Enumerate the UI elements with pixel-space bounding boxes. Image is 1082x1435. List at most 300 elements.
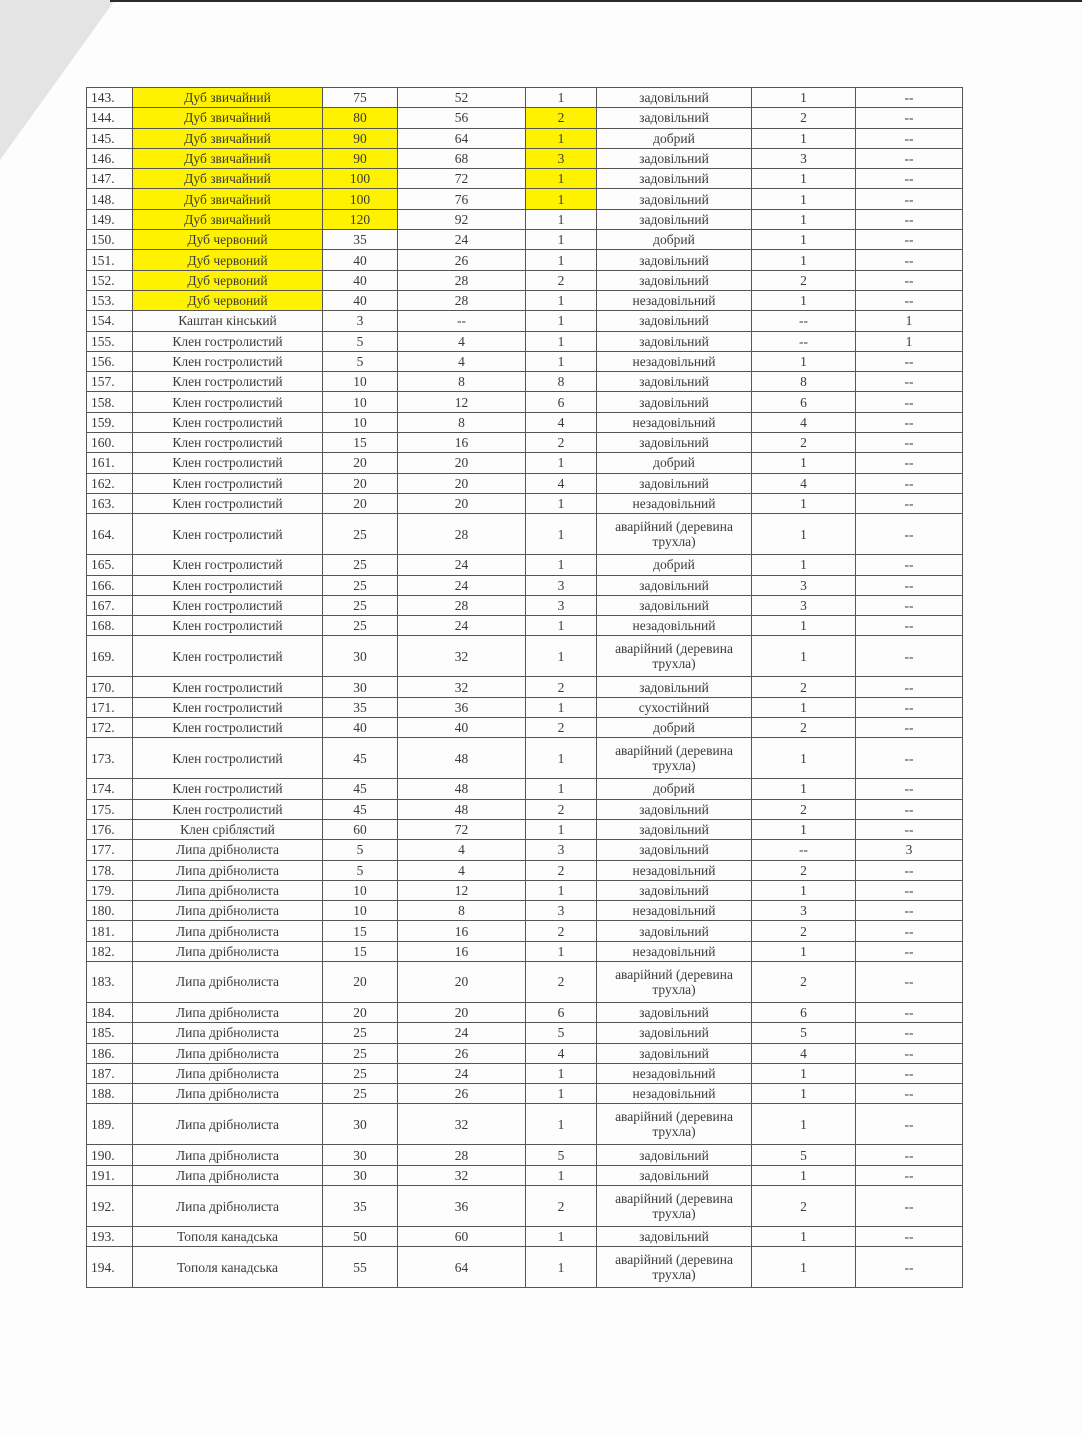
row-number: 162. [87,473,133,493]
diameter-cell: 5 [323,331,398,351]
species-cell: Клен гостролистий [133,392,323,412]
diameter-cell: 25 [323,514,398,555]
height-cell: 20 [398,453,526,473]
height-cell: 28 [398,1145,526,1165]
species-cell: Клен гостролистий [133,433,323,453]
diameter-cell: 25 [323,1043,398,1063]
table-row [87,169,963,189]
count-cell: 2 [752,677,856,697]
row-number: 178. [87,860,133,880]
extra-count-cell: -- [856,351,963,371]
diameter-cell: 40 [323,270,398,290]
table-row [87,1043,963,1063]
diameter-cell: 15 [323,921,398,941]
count-cell: 2 [752,860,856,880]
quantity-cell: 1 [526,779,597,799]
height-cell: 64 [398,1247,526,1288]
quantity-cell: 1 [526,230,597,250]
diameter-cell: 30 [323,1145,398,1165]
height-cell: 68 [398,148,526,168]
extra-count-cell: -- [856,433,963,453]
diameter-cell: 120 [323,209,398,229]
condition-cell: задовільний [597,1043,752,1063]
row-number: 174. [87,779,133,799]
species-cell: Дуб звичайний [133,128,323,148]
quantity-cell: 1 [526,189,597,209]
table-row [87,1002,963,1022]
extra-count-cell: -- [856,148,963,168]
quantity-cell: 3 [526,840,597,860]
count-cell: 1 [752,941,856,961]
height-cell: 64 [398,128,526,148]
condition-cell: задовільний [597,840,752,860]
species-cell: Липа дрібнолиста [133,1145,323,1165]
quantity-cell: 1 [526,514,597,555]
height-cell: 32 [398,1104,526,1145]
count-cell: 1 [752,453,856,473]
row-number: 166. [87,575,133,595]
height-cell: 20 [398,473,526,493]
height-cell: 8 [398,412,526,432]
table-row [87,1145,963,1165]
row-number: 160. [87,433,133,453]
species-cell: Клен гостролистий [133,372,323,392]
quantity-cell: 1 [526,1084,597,1104]
count-cell: 1 [752,738,856,779]
height-cell: 16 [398,921,526,941]
height-cell: 8 [398,372,526,392]
species-cell: Клен гостролистий [133,473,323,493]
condition-cell: задовільний [597,433,752,453]
species-cell: Клен гостролистий [133,493,323,513]
table-row [87,1186,963,1227]
height-cell: 4 [398,840,526,860]
table-row [87,230,963,250]
quantity-cell: 1 [526,1063,597,1083]
height-cell: 24 [398,1063,526,1083]
diameter-cell: 90 [323,128,398,148]
extra-count-cell: -- [856,1023,963,1043]
extra-count-cell: -- [856,921,963,941]
table-row [87,290,963,310]
species-cell: Липа дрібнолиста [133,1002,323,1022]
species-cell: Тополя канадська [133,1247,323,1288]
table-body [87,88,963,1288]
table-row [87,1104,963,1145]
species-cell: Клен гостролистий [133,351,323,371]
extra-count-cell: -- [856,819,963,839]
condition-cell: незадовільний [597,412,752,432]
condition-cell: добрий [597,555,752,575]
row-number: 147. [87,169,133,189]
quantity-cell: 1 [526,636,597,677]
table-row [87,351,963,371]
count-cell: 1 [752,128,856,148]
table-row [87,1227,963,1247]
diameter-cell: 25 [323,1063,398,1083]
species-cell: Клен гостролистий [133,595,323,615]
condition-cell: аварійний (деревина трухла) [597,961,752,1002]
condition-cell: задовільний [597,311,752,331]
table-row [87,1063,963,1083]
row-number: 191. [87,1165,133,1185]
species-cell: Дуб червоний [133,270,323,290]
row-number: 189. [87,1104,133,1145]
table-row [87,941,963,961]
extra-count-cell: -- [856,290,963,310]
diameter-cell: 20 [323,961,398,1002]
quantity-cell: 1 [526,250,597,270]
height-cell: 72 [398,169,526,189]
table-row [87,1165,963,1185]
species-cell: Клен гостролистий [133,799,323,819]
condition-cell: задовільний [597,880,752,900]
quantity-cell: 2 [526,433,597,453]
height-cell: 24 [398,230,526,250]
quantity-cell: 1 [526,331,597,351]
table-row [87,108,963,128]
extra-count-cell: -- [856,453,963,473]
table-row [87,250,963,270]
species-cell: Клен гостролистий [133,575,323,595]
count-cell: 2 [752,718,856,738]
height-cell: 24 [398,555,526,575]
table-row [87,392,963,412]
extra-count-cell: -- [856,250,963,270]
row-number: 192. [87,1186,133,1227]
row-number: 187. [87,1063,133,1083]
condition-cell: добрий [597,230,752,250]
row-number: 176. [87,819,133,839]
species-cell: Дуб звичайний [133,148,323,168]
row-number: 152. [87,270,133,290]
condition-cell: задовільний [597,1002,752,1022]
row-number: 165. [87,555,133,575]
condition-cell: задовільний [597,108,752,128]
condition-cell: незадовільний [597,616,752,636]
extra-count-cell: -- [856,412,963,432]
species-cell: Дуб звичайний [133,169,323,189]
condition-cell: аварійний (деревина трухла) [597,1186,752,1227]
extra-count-cell: -- [856,1186,963,1227]
row-number: 179. [87,880,133,900]
extra-count-cell: -- [856,1247,963,1288]
extra-count-cell: -- [856,230,963,250]
tree-inventory-table [86,87,963,1288]
diameter-cell: 5 [323,860,398,880]
extra-count-cell: -- [856,493,963,513]
table-row [87,372,963,392]
diameter-cell: 35 [323,230,398,250]
count-cell: -- [752,840,856,860]
height-cell: 56 [398,108,526,128]
row-number: 163. [87,493,133,513]
count-cell: 1 [752,616,856,636]
extra-count-cell: -- [856,799,963,819]
count-cell: -- [752,311,856,331]
table-row [87,860,963,880]
table-row [87,840,963,860]
count-cell: 1 [752,351,856,371]
diameter-cell: 10 [323,901,398,921]
extra-count-cell: -- [856,169,963,189]
diameter-cell: 25 [323,616,398,636]
height-cell: 76 [398,189,526,209]
condition-cell: аварійний (деревина трухла) [597,1104,752,1145]
row-number: 150. [87,230,133,250]
extra-count-cell: -- [856,88,963,108]
diameter-cell: 35 [323,697,398,717]
row-number: 177. [87,840,133,860]
row-number: 172. [87,718,133,738]
quantity-cell: 2 [526,921,597,941]
condition-cell: добрий [597,718,752,738]
extra-count-cell: -- [856,718,963,738]
diameter-cell: 10 [323,412,398,432]
page-top-edge [110,0,1082,2]
quantity-cell: 4 [526,412,597,432]
table-row [87,189,963,209]
quantity-cell: 1 [526,1104,597,1145]
count-cell: 4 [752,473,856,493]
diameter-cell: 20 [323,493,398,513]
quantity-cell: 2 [526,961,597,1002]
extra-count-cell: -- [856,575,963,595]
height-cell: 4 [398,331,526,351]
species-cell: Липа дрібнолиста [133,1186,323,1227]
diameter-cell: 3 [323,311,398,331]
condition-cell: задовільний [597,819,752,839]
diameter-cell: 30 [323,1165,398,1185]
quantity-cell: 1 [526,1165,597,1185]
count-cell: 1 [752,189,856,209]
diameter-cell: 50 [323,1227,398,1247]
species-cell: Клен гостролистий [133,331,323,351]
extra-count-cell: 1 [856,331,963,351]
table-row [87,514,963,555]
count-cell: 1 [752,555,856,575]
row-number: 151. [87,250,133,270]
quantity-cell: 1 [526,169,597,189]
table-row [87,473,963,493]
height-cell: 48 [398,738,526,779]
table-row [87,880,963,900]
height-cell: 48 [398,799,526,819]
species-cell: Липа дрібнолиста [133,880,323,900]
diameter-cell: 45 [323,799,398,819]
count-cell: 1 [752,880,856,900]
table-row [87,921,963,941]
condition-cell: аварійний (деревина трухла) [597,514,752,555]
condition-cell: сухостійний [597,697,752,717]
count-cell: 1 [752,1227,856,1247]
count-cell: 1 [752,209,856,229]
row-number: 164. [87,514,133,555]
table-row [87,433,963,453]
table-row [87,493,963,513]
count-cell: 5 [752,1023,856,1043]
quantity-cell: 2 [526,860,597,880]
extra-count-cell: -- [856,108,963,128]
condition-cell: задовільний [597,331,752,351]
condition-cell: задовільний [597,250,752,270]
species-cell: Клен сріблястий [133,819,323,839]
count-cell: 5 [752,1145,856,1165]
extra-count-cell: -- [856,128,963,148]
quantity-cell: 1 [526,555,597,575]
condition-cell: задовільний [597,575,752,595]
species-cell: Липа дрібнолиста [133,860,323,880]
diameter-cell: 40 [323,250,398,270]
row-number: 153. [87,290,133,310]
extra-count-cell: -- [856,189,963,209]
height-cell: 32 [398,677,526,697]
extra-count-cell: -- [856,616,963,636]
row-number: 184. [87,1002,133,1022]
count-cell: 2 [752,799,856,819]
species-cell: Липа дрібнолиста [133,901,323,921]
row-number: 185. [87,1023,133,1043]
table-row [87,595,963,615]
quantity-cell: 3 [526,595,597,615]
condition-cell: задовільний [597,372,752,392]
quantity-cell: 2 [526,270,597,290]
count-cell: 1 [752,1104,856,1145]
height-cell: 4 [398,351,526,371]
height-cell: 16 [398,941,526,961]
height-cell: 24 [398,1023,526,1043]
table-row [87,575,963,595]
diameter-cell: 60 [323,819,398,839]
table-row [87,311,963,331]
extra-count-cell: -- [856,901,963,921]
extra-count-cell: -- [856,555,963,575]
condition-cell: задовільний [597,799,752,819]
quantity-cell: 1 [526,311,597,331]
condition-cell: задовільний [597,1023,752,1043]
diameter-cell: 75 [323,88,398,108]
row-number: 148. [87,189,133,209]
height-cell: 32 [398,636,526,677]
extra-count-cell: -- [856,1043,963,1063]
quantity-cell: 3 [526,575,597,595]
quantity-cell: 1 [526,697,597,717]
table-row [87,128,963,148]
height-cell: 26 [398,1084,526,1104]
species-cell: Клен гостролистий [133,738,323,779]
diameter-cell: 35 [323,1186,398,1227]
species-cell: Дуб звичайний [133,189,323,209]
diameter-cell: 5 [323,840,398,860]
diameter-cell: 30 [323,636,398,677]
height-cell: 12 [398,392,526,412]
species-cell: Липа дрібнолиста [133,1084,323,1104]
row-number: 190. [87,1145,133,1165]
extra-count-cell: -- [856,595,963,615]
row-number: 186. [87,1043,133,1063]
species-cell: Тополя канадська [133,1227,323,1247]
quantity-cell: 6 [526,392,597,412]
species-cell: Клен гостролистий [133,514,323,555]
condition-cell: задовільний [597,1165,752,1185]
diameter-cell: 45 [323,738,398,779]
species-cell: Липа дрібнолиста [133,941,323,961]
extra-count-cell: -- [856,677,963,697]
extra-count-cell: -- [856,738,963,779]
diameter-cell: 15 [323,941,398,961]
table-row [87,636,963,677]
quantity-cell: 1 [526,290,597,310]
table-row [87,799,963,819]
quantity-cell: 1 [526,880,597,900]
count-cell: 1 [752,819,856,839]
species-cell: Клен гостролистий [133,697,323,717]
species-cell: Клен гостролистий [133,636,323,677]
condition-cell: задовільний [597,677,752,697]
count-cell: 6 [752,392,856,412]
quantity-cell: 2 [526,718,597,738]
extra-count-cell: -- [856,392,963,412]
table-row [87,209,963,229]
condition-cell: добрий [597,453,752,473]
condition-cell: задовільний [597,473,752,493]
condition-cell: незадовільний [597,901,752,921]
height-cell: 26 [398,250,526,270]
condition-cell: аварійний (деревина трухла) [597,636,752,677]
quantity-cell: 8 [526,372,597,392]
row-number: 182. [87,941,133,961]
condition-cell: задовільний [597,595,752,615]
table-row [87,961,963,1002]
condition-cell: добрий [597,779,752,799]
condition-cell: задовільний [597,1227,752,1247]
row-number: 145. [87,128,133,148]
species-cell: Липа дрібнолиста [133,921,323,941]
extra-count-cell: -- [856,1063,963,1083]
extra-count-cell: -- [856,697,963,717]
species-cell: Липа дрібнолиста [133,961,323,1002]
height-cell: 36 [398,697,526,717]
condition-cell: незадовільний [597,860,752,880]
count-cell: 3 [752,148,856,168]
height-cell: 48 [398,779,526,799]
quantity-cell: 5 [526,1023,597,1043]
extra-count-cell: -- [856,514,963,555]
count-cell: 8 [752,372,856,392]
diameter-cell: 80 [323,108,398,128]
extra-count-cell: -- [856,1227,963,1247]
row-number: 175. [87,799,133,819]
species-cell: Дуб червоний [133,290,323,310]
quantity-cell: 1 [526,88,597,108]
diameter-cell: 10 [323,372,398,392]
row-number: 158. [87,392,133,412]
row-number: 159. [87,412,133,432]
extra-count-cell: -- [856,1165,963,1185]
row-number: 155. [87,331,133,351]
count-cell: 1 [752,230,856,250]
row-number: 143. [87,88,133,108]
table-row [87,270,963,290]
extra-count-cell: -- [856,860,963,880]
row-number: 180. [87,901,133,921]
height-cell: 28 [398,270,526,290]
row-number: 156. [87,351,133,371]
diameter-cell: 5 [323,351,398,371]
diameter-cell: 25 [323,575,398,595]
table-row [87,331,963,351]
species-cell: Клен гостролистий [133,677,323,697]
